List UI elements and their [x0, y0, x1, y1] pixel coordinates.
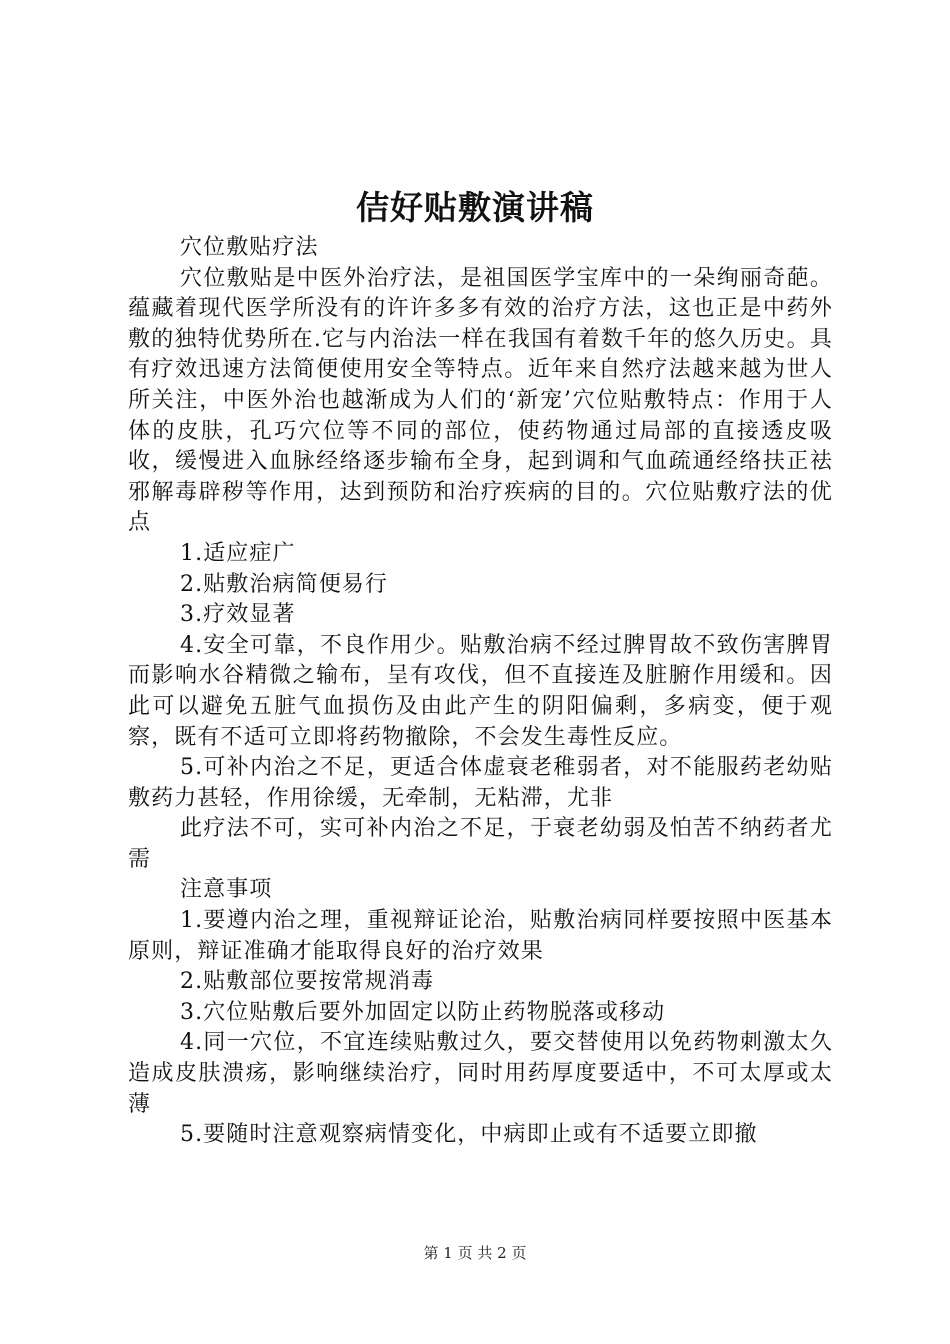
precaution-item-4: 4.同一穴位，不宜连续贴敷过久，要交替使用以免药物刺激太久造成皮肤溃疡，影响继续治疗，同时用药厚度要适中，不可太厚或太薄 [128, 1030, 833, 1117]
page-number-footer: 第 1 页 共 2 页 [423, 1244, 527, 1262]
advantage-item-1: 1.适应症广 [180, 540, 296, 566]
document-body [128, 233, 833, 1151]
advantage-item-2: 2.贴敷治病简便易行 [180, 571, 388, 597]
document-title: 佶好贴敷演讲稿 [356, 188, 594, 227]
precaution-item-2: 2.贴敷部位要按常规消毒 [180, 969, 435, 995]
section-heading-acupoint-therapy: 穴位敷贴疗法 [180, 235, 319, 260]
advantage-item-4: 4.安全可靠，不良作用少。贴敷治病不经过脾胃故不致伤害脾胃而影响水谷精微之输布，呈有攻伐，但不直接连及脏腑作用缓和。因此可以避免五脏气血损伤及由此产生的阴阳偏剩，多病变，便于观察，既有不适可立即将药物撤除，不会发生毒性反应。 [128, 632, 833, 750]
section-heading-precautions: 注意事项 [180, 877, 273, 903]
precaution-item-1: 1.要遵内治之理，重视辩证论治，贴敷治病同样要按照中医基本原则，辩证准确才能取得良好的治疗效果 [128, 908, 833, 964]
precaution-item-5: 5.要随时注意观察病情变化，中病即止或有不适要立即撤 [180, 1122, 758, 1148]
precaution-item-3: 3.穴位贴敷后要外加固定以防止药物脱落或移动 [180, 999, 666, 1025]
intro-paragraph: 穴位敷贴是中医外治疗法，是祖国医学宝库中的一朵绚丽奇葩。蕴藏着现代医学所没有的许许多多有效的治疗方法，这也正是中药外敷的独特优势所在.它与内治法一样在我国有着数千年的悠久历史。具有疗效迅速方法简便使用安全等特点。近年来自然疗法越来越为世人所关注，中医外治也越渐成为人们的‘新宠’穴位贴敷特点：作用于人体的皮肤，孔巧穴位等不同的部位，使药物通过局部的直接透皮吸收，缓慢进入血脉经络逐步输布全身，起到调和气血疏通经络扶正祛邪解毒辟秽等作用，达到预防和治疗疾病的目的。穴位贴敷疗法的优点 [128, 265, 833, 536]
advantage-continuation: 此疗法不可，实可补内治之不足，于衰老幼弱及怕苦不纳药者尤需 [128, 816, 833, 872]
advantage-item-5: 5.可补内治之不足，更适合体虚衰老稚弱者，对不能服药老幼贴敷药力甚轻，作用徐缓，无牵制，无粘滞，尤非 [128, 755, 833, 811]
advantage-item-3: 3.疗效显著 [180, 602, 296, 628]
